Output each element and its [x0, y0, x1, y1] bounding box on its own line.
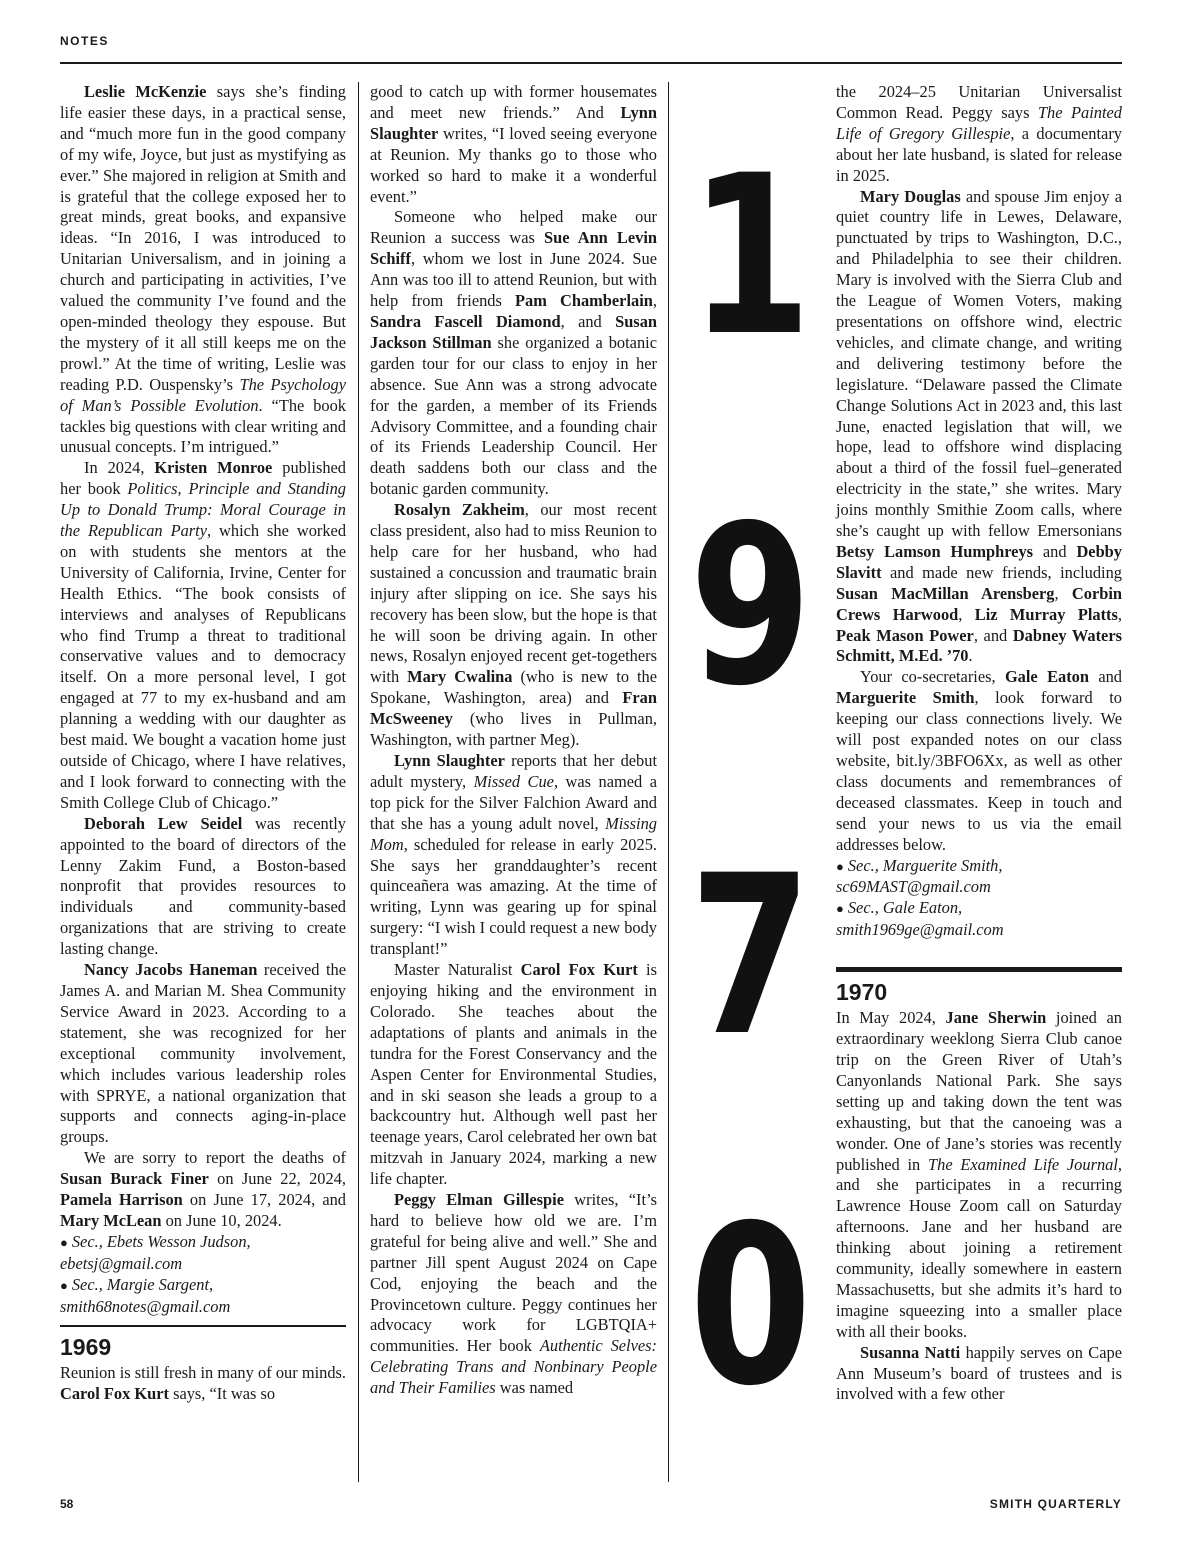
note-peggy-continued: the 2024–25 Unitarian Universalist Common Read. Peggy says The Painted Life of Gregory Gillespie, a documentary about her late husband, is slated for release in 2025. [836, 82, 1122, 185]
work-title: The Painted Life of Gregory Gillespie [836, 102, 1122, 143]
column-divider [358, 82, 359, 1482]
person-name: Corbin Crews Harwood [836, 583, 1122, 624]
column-2 [370, 82, 657, 1399]
person-name: Jane Sherwin [945, 1008, 1047, 1028]
person-name: Susan MacMillan Arensberg [836, 583, 1055, 603]
secretary-contact-1: ● Sec., Ebets Wesson Judson, ebetsj@gmail.com [60, 1231, 251, 1273]
note-deaths: We are sorry to report the deaths of Susan Burack Finer on June 22, 2024, Pamela Harrison on June 17, 2024, and Mary McLean on June 10, 2024. [60, 1148, 346, 1230]
note-peggy-elman-gillespie: Peggy Elman Gillespie writes, “It’s hard to believe how old we are. I’m grateful for being alive and well.” She and partner Jill spent August 2024 on Cape Cod, enjoying the beach and the Provincetown culture. Peggy continues her advocacy work for LGBTQIA+ communities. Her book Authentic Selves: Celebrating Trans and Nonbinary People and Their Families was named [370, 1190, 657, 1398]
work-title: The Examined Life Journal [928, 1154, 1118, 1174]
person-name: Fran McSweeney [370, 688, 657, 729]
header-rule [60, 62, 1122, 64]
person-name: Pam Chamberlain [515, 291, 653, 311]
year-digit: 0 [689, 1178, 813, 1434]
person-name: Gale Eaton [1004, 667, 1089, 687]
person-name: Debby Slavitt [836, 541, 1122, 582]
person-name: Liz Murray Platts [974, 604, 1118, 624]
work-title: Politics, Principle and Standing Up to Donald Trump: Moral Courage in the Republican Party [60, 479, 347, 541]
column-1 [60, 82, 346, 1405]
note-jane-sherwin: In May 2024, Jane Sherwin joined an extraordinary weeklong Sierra Club canoe trip on the Green River of Utah’s Canyonlands National Park. She says setting up and taking down the tent was exhausting, but that the canoeing was a wonder. One of Jane’s stories was recently published in The Examined Life Journal, and she participates in a recurring Lawrence House Zoom call on Saturday afternoons. Jane and her husband are thinking about joining a retirement community, ideally somewhere in eastern Massachusetts, but she admits it’s hard to imagine squeezing into a smaller place with all their books. [836, 1008, 1123, 1341]
work-title: The Psychology of Man’s Possible Evolution [60, 374, 346, 415]
note-lynn-slaughter: Lynn Slaughter reports that her debut adult mystery, Missed Cue, was named a top pick for the Silver Falchion Award and that she has a young adult novel, Missing Mom, scheduled for release in early 2025. She says her granddaughter’s recent quinceañera was amazing. At the time of writing, Lynn was gearing up for spinal surgery: “I wish I could request a new body transplant!” [370, 751, 657, 959]
person-name: Deborah Lew Seidel [84, 813, 243, 833]
person-name: Rosalyn Zakheim [394, 500, 525, 520]
secretary-contact-1: ● Sec., Marguerite Smith, sc69MAST@gmail.com [836, 855, 1003, 897]
note-reunion-continued: good to catch up with former housemates and meet new friends.” And Lynn Slaughter writes, “I loved seeing everyone at Reunion. My thanks go to those who worked so hard to make it a wonderful event.” [370, 82, 657, 206]
bullet-icon: ● [836, 858, 844, 874]
person-name: Mary McLean [60, 1210, 162, 1230]
person-name: Sandra Fascell Diamond [370, 311, 561, 331]
person-name: Dabney Waters Schmitt, M.Ed. ’70 [836, 625, 1122, 666]
note-susanna-natti: Susanna Natti happily serves on Cape Ann Museum’s board of trustees and is involved with a few other [836, 1342, 1122, 1404]
note-carol-fox-kurt: Master Naturalist Carol Fox Kurt is enjoying hiking and the environment in Colorado. She teaches about the adaptations of plants and animals in the tundra for the Forest Conservancy and the Aspen Center for Environmental Studies, and in ski season she leads a group to a backcountry hut. Although well past her teenage years, Carol celebrated her own bat mitzvah in January 2024, marking a new life chapter. [370, 960, 657, 1189]
person-name: Leslie McKenzie [84, 82, 207, 101]
class-year-section [836, 967, 1122, 1405]
person-name: Sue Ann Levin Schiff [370, 228, 658, 269]
bullet-icon: ● [60, 1234, 68, 1250]
publication-name: SMITH QUARTERLY [989, 1497, 1122, 1511]
person-name: Betsy Lamson Humphreys [836, 541, 1034, 561]
bullet-icon: ● [60, 1277, 68, 1293]
person-name: Peggy Elman Gillespie [394, 1190, 564, 1210]
note-deborah-lew-seidel: Deborah Lew Seidel was recently appointed to the board of directors of the Lenny Zakim Fund, a Boston-based nonprofit that provides resources to individuals and community-based organizations that are striving to create lasting change. [60, 813, 347, 959]
work-title: Missing Mom [370, 813, 657, 854]
person-name: Lynn Slaughter [394, 751, 505, 770]
person-name: Susan Burack Finer [60, 1169, 209, 1189]
year-digit: 7 [689, 828, 813, 1084]
person-name: Marguerite Smith [836, 688, 975, 708]
person-name: Nancy Jacobs Haneman [84, 960, 258, 980]
person-name: Susanna Natti [860, 1342, 961, 1362]
class-year-heading: 1969 [60, 1334, 112, 1361]
person-name: Susan Jackson Stillman [370, 311, 657, 352]
note-reunion: Reunion is still fresh in many of our minds. Carol Fox Kurt says, “It was so [60, 1363, 346, 1404]
year-digit: 9 [689, 478, 813, 734]
person-name: Peak Mason Power [836, 625, 974, 645]
person-name: Carol Fox Kurt [520, 960, 638, 980]
note-rosalyn-zakheim: Rosalyn Zakheim, our most recent class president, also had to miss Reunion to help care for her husband, who had sustained a concussion and traumatic brain injury after slipping on ice. She says his recovery has been slow, but the hope is that he will soon be driving again. In other news, Rosalyn enjoyed recent get-togethers with Mary Cwalina (who is new to the Spokane, Washington, area) and Fran McSweeney (who lives in Pullman, Washington, with partner Meg). [370, 500, 657, 750]
note-co-secretaries: Your co-secretaries, Gale Eaton and Marguerite Smith, look forward to keeping our class connections lively. We will post expanded notes on our class website, bit.ly/3BFO6Xx, as well as other class documents and remembrances of deceased classmates. Keep in touch and send your news to us via the email addresses below. [836, 667, 1122, 854]
section-label: NOTES [60, 34, 109, 48]
big-year-graphic [676, 86, 826, 1486]
note-mary-douglas: Mary Douglas and spouse Jim enjoy a quiet country life in Lewes, Delaware, punctuated by trips to Washington, D.C., and Philadelphia to see their children. Mary is involved with the Sierra Club and the League of Women Voters, making presentations on offshore wind, electric vehicles, and climate change, and writing and delivering testimony before the legislature. “Delaware passed the Climate Change Solutions Act in 2023 and, this last June, enacted legislation that will, we hope, lead to offshore wind displacing about a third of the fossil fuel–generated electricity in the state,” she writes. Mary joins monthly Smithie Zoom calls, where she’s caught up with fellow Emersonians Betsy Lamson Humphreys and Debby Slavitt and made new friends, including Susan MacMillan Arensberg, Corbin Crews Harwood, Liz Murray Platts, Peak Mason Power, and Dabney Waters Schmitt, M.Ed. ’70. [836, 186, 1123, 666]
note-nancy-jacobs-haneman: Nancy Jacobs Haneman received the James A. and Marian M. Shea Community Service Award in 2023. According to a statement, she was recognized for her exceptional community involvement, which includes various leadership roles with SPRYE, a national organization that supports and connects aging-in-place groups. [60, 960, 346, 1147]
work-title: Authentic Selves: Celebrating Trans and Nonbinary People and Their Families [370, 1336, 657, 1398]
secretary-contact-2: ● Sec., Margie Sargent, smith68notes@gmail.com [60, 1274, 231, 1316]
bullet-icon: ● [836, 901, 844, 917]
note-sue-ann-levin-schiff: Someone who helped make our Reunion a success was Sue Ann Levin Schiff, whom we lost in June 2024. Sue Ann was too ill to attend Reunion, but with help from friends Pam Chamberlain, Sandra Fascell Diamond, and Susan Jackson Stillman she organized a botanic garden tour for our class to enjoy in her absence. Sue Ann was a strong advocate for the garden, a member of its Friends Advisory Committee, and a founding chair of its Friends Leadership Council. Her death saddens both our class and the botanic garden community. [370, 207, 658, 499]
person-name: Carol Fox Kurt [60, 1384, 169, 1404]
class-year-section [60, 1325, 346, 1405]
column-3 [836, 82, 1122, 1405]
secretary-contact-2: ● Sec., Gale Eaton, smith1969ge@gmail.com [836, 898, 1004, 940]
person-name: Mary Douglas [860, 186, 961, 206]
class-year-heading: 1970 [836, 979, 888, 1006]
work-title: Missed Cue [473, 771, 554, 791]
column-divider [668, 82, 669, 1482]
person-name: Kristen Monroe [154, 458, 273, 478]
year-digit: 1 [689, 128, 813, 384]
person-name: Mary Cwalina [407, 667, 513, 687]
person-name: Pamela Harrison [60, 1190, 183, 1210]
note-leslie-mckenzie: Leslie McKenzie says she’s finding life easier these days, in a practical sense, and “much more fun in the good company of my wife, Joyce, but just as mystifying as ever.” She majored in religion at Smith and is grateful that the college exposed her to great minds, great books, and expansive ideas. “In 2016, I was introduced to Unitarian Universalism, and in joining a church and participating in activities, I’ve valued the community I’ve found and the open-minded theology they espouse. But the mystery of it all still keeps me on the prowl.” At the time of writing, Leslie was reading P.D. Ouspensky’s The Psychology of Man’s Possible Evolution. “The book tackles big questions with clear writing and unusual concepts. I’m intrigued.” [60, 82, 346, 457]
page-number: 58 [60, 1497, 74, 1511]
note-kristen-monroe: In 2024, Kristen Monroe published her book Politics, Principle and Standing Up to Donald Trump: Moral Courage in the Republican Party, which she worked on with students she mentors at the University of California, Irvine, Center for Health Ethics. “The book consists of interviews and analyses of Republicans who find Trump a threat to traditional conservative values and to democracy itself. On a more personal level, I got engaged at 77 to my ex-husband and am planning a wedding with our daughter as best maid. We bought a vacation home just outside of Chicago, where I have relatives, and I look forward to connecting with the Smith College Club of Chicago.” [60, 458, 347, 812]
person-name: Lynn Slaughter [370, 102, 657, 143]
